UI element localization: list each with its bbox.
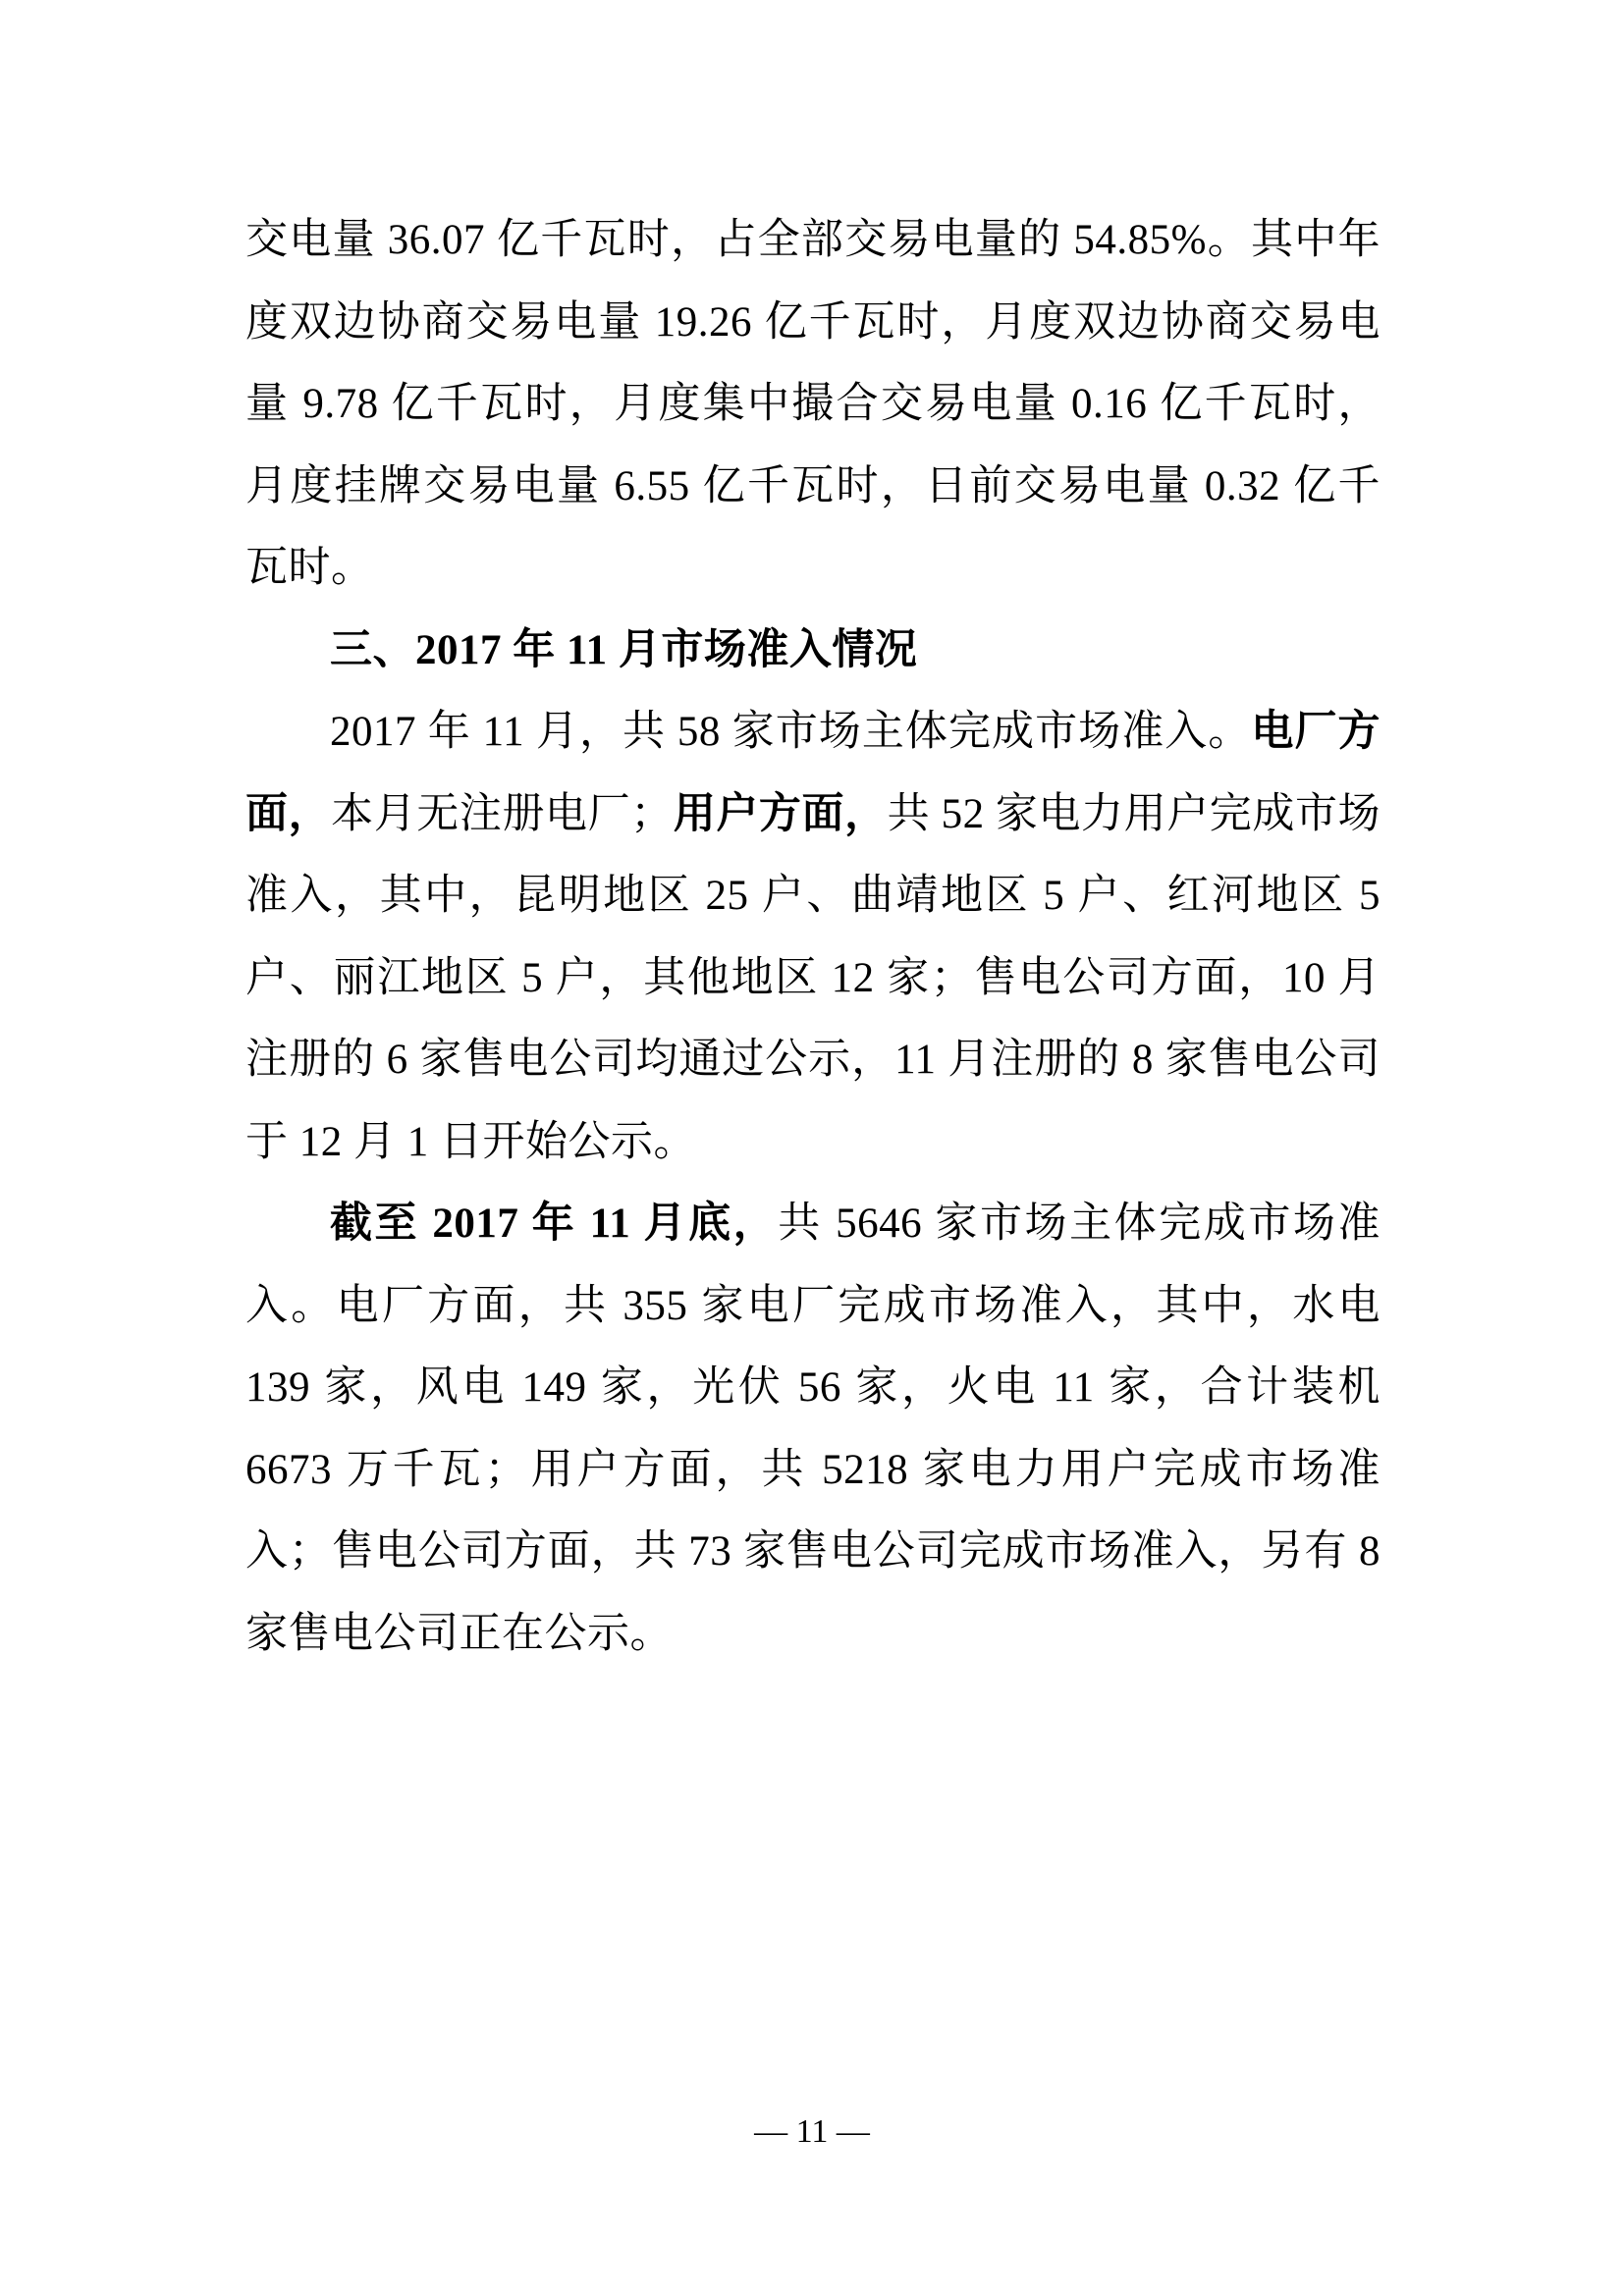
page-number: — 11 —	[754, 2113, 870, 2150]
page-footer	[0, 2109, 1624, 2156]
text-segment: 共 52 家电力用户完成市场准入，其中，昆明地区 25 户、曲靖地区 5 户、红河地区 5 户、丽江地区 5 户，其他地区 12 家；售电公司方面，10 月注册的 6 家售电公司均通过公示，11 月注册的 8 家售电公司于 12 月 1 日开始公示。	[245, 790, 1381, 1165]
text-segment: 共 5646 家市场主体完成市场准入。电厂方面，共 355 家电厂完成市场准入，其中，水电 139 家，风电 149 家，光伏 56 家，火电 11 家，合计装机 6673 万千瓦；用户方面，共 5218 家电力用户完成市场准入；售电公司方面，共 73 家售电公司完成市场准入，另有 8 家售电公司正在公示。	[245, 1201, 1380, 1657]
text-segment: 2017 年 11 月，共 58 家市场主体完成市场准入。	[330, 709, 1252, 755]
text-segment: 本月无注册电厂；	[331, 790, 674, 837]
bold-text-segment: 电厂方面，	[245, 709, 1381, 837]
heading-text: 三、2017 年 11 月市场准入情况	[330, 626, 918, 673]
section-heading-market-admission	[245, 610, 1380, 692]
text-segment: 交电量 36.07 亿千瓦时，占全部交易电量的 54.85%。其中年度双边协商交易电量 19.26 亿千瓦时，月度双边协商交易电量 9.78 亿千瓦时，月度集中撮合交易电量 0.16 亿千瓦时，月度挂牌交易电量 6.55 亿千瓦时，日前交易电量 0.32 亿千瓦时。	[245, 217, 1380, 591]
bold-text-segment: 用户方面，	[673, 790, 888, 837]
paragraph-november-admission	[245, 691, 1380, 1183]
document-text-block	[245, 199, 1380, 1675]
bold-text-segment: 截至 2017 年 11 月底，	[330, 1201, 779, 1247]
paragraph-cumulative-admission	[245, 1183, 1380, 1675]
paragraph-trading-volume	[245, 199, 1380, 610]
